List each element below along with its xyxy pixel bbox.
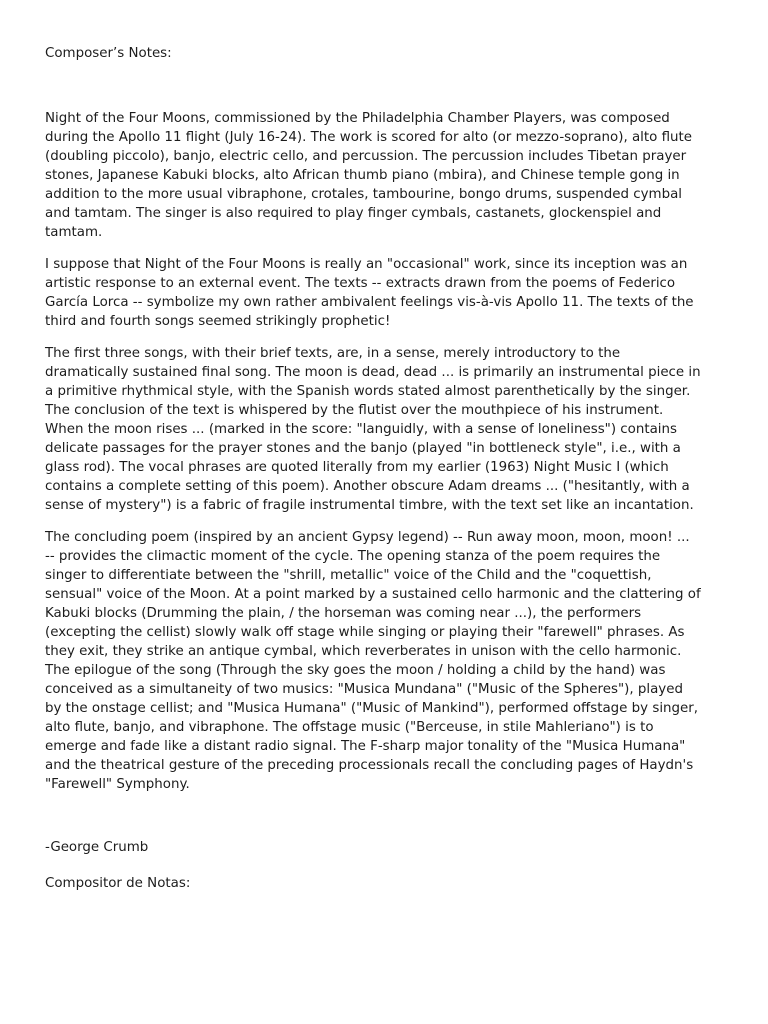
paragraph-line: by the onstage cellist; and "Musica Humana" ("Music of Mankind"), performed offstage by singer, xyxy=(45,701,699,716)
paragraph-line: "Farewell" Symphony. xyxy=(45,777,190,792)
paragraph-line: glass rod). The vocal phrases are quoted literally from my earlier (1963) Night Music I (which xyxy=(45,460,669,475)
paragraph-line: conceived as a simultaneity of two musics: "Musica Mundana" ("Music of the Spheres"), played xyxy=(45,682,683,697)
paragraph-line: The conclusion of the text is whispered by the flutist over the mouthpiece of his instrument. xyxy=(45,403,664,418)
paragraph-line: I suppose that Night of the Four Moons is really an "occasional" work, since its inception was an xyxy=(45,257,688,272)
paragraph-line: The first three songs, with their brief texts, are, in a sense, merely introductory to the xyxy=(45,346,621,361)
paragraph-line: a primitive rhythmical style, with the Spanish words stated almost parenthetically by the singer. xyxy=(45,384,691,399)
paragraph-line: sense of mystery") is a fabric of fragile instrumental timbre, with the text set like an incantation. xyxy=(45,498,694,513)
paragraph-line: singer to differentiate between the "shrill, metallic" voice of the Child and the "coquettish, xyxy=(45,568,652,583)
paragraph-line: sensual" voice of the Moon. At a point marked by a sustained cello harmonic and the clattering of xyxy=(45,587,701,602)
paragraph-line: artistic response to an external event. The texts -- extracts drawn from the poems of Federico xyxy=(45,276,676,291)
paragraph-4 xyxy=(45,528,730,794)
paragraph-line: García Lorca -- symbolize my own rather ambivalent feelings vis-à-vis Apollo 11. The texts of the xyxy=(45,295,694,310)
paragraph-line: When the moon rises ... (marked in the score: "languidly, with a sense of loneliness") contains xyxy=(45,422,677,437)
paragraph-line: third and fourth songs seemed strikingly prophetic! xyxy=(45,314,391,329)
paragraph-line: alto flute, banjo, and vibraphone. The offstage music ("Berceuse, in stile Mahleriano") is to xyxy=(45,720,654,735)
paragraph-line: (excepting the cellist) slowly walk off stage while singing or playing their "farewell" phrases. As xyxy=(45,625,685,640)
paragraph-line: The concluding poem (inspired by an ancient Gypsy legend) -- Run away moon, moon, moon! ... xyxy=(45,530,690,545)
paragraph-line: addition to the more usual vibraphone, crotales, tambourine, bongo drums, suspended cymbal xyxy=(45,187,682,202)
paragraph-line: they exit, they strike an antique cymbal, which reverberates in unison with the cello harmonic. xyxy=(45,644,682,659)
paragraph-line: -- provides the climactic moment of the cycle. The opening stanza of the poem requires the xyxy=(45,549,661,564)
signature: -George Crumb xyxy=(45,840,149,855)
paragraph-line: Kabuki blocks (Drumming the plain, / the horseman was coming near ...), the performers xyxy=(45,606,642,621)
paragraph-line: The epilogue of the song (Through the sky goes the moon / holding a child by the hand) was xyxy=(45,663,666,678)
paragraph-2 xyxy=(45,255,730,331)
paragraph-line: contains a complete setting of this poem). Another obscure Adam dreams ... ("hesitantly, with a xyxy=(45,479,690,494)
paragraph-3 xyxy=(45,344,730,515)
paragraph-line: and the theatrical gesture of the preceding processionals recall the concluding pages of Haydn's xyxy=(45,758,694,773)
paragraph-line: (doubling piccolo), banjo, electric cello, and percussion. The percussion includes Tibetan prayer xyxy=(45,149,687,164)
paragraph-line: Night of the Four Moons, commissioned by the Philadelphia Chamber Players, was composed xyxy=(45,111,670,126)
paragraph-line: stones, Japanese Kabuki blocks, alto African thumb piano (mbira), and Chinese temple gong in xyxy=(45,168,680,183)
paragraph-line: delicate passages for the prayer stones and the banjo (played "in bottleneck style", i.e., with a xyxy=(45,441,681,456)
paragraph-1 xyxy=(45,109,730,242)
notes-heading: Composer’s Notes: xyxy=(45,46,172,61)
notes-heading-spanish: Compositor de Notas: xyxy=(45,876,191,891)
paragraph-line: dramatically sustained final song. The moon is dead, dead ... is primarily an instrumental piece in xyxy=(45,365,701,380)
paragraph-line: and tamtam. The singer is also required to play finger cymbals, castanets, glockenspiel and xyxy=(45,206,662,221)
paragraph-line: emerge and fade like a distant radio signal. The F-sharp major tonality of the "Musica Humana" xyxy=(45,739,686,754)
paragraph-line: tamtam. xyxy=(45,225,103,240)
paragraph-line: during the Apollo 11 flight (July 16-24). The work is scored for alto (or mezzo-soprano), alto flute xyxy=(45,130,693,145)
